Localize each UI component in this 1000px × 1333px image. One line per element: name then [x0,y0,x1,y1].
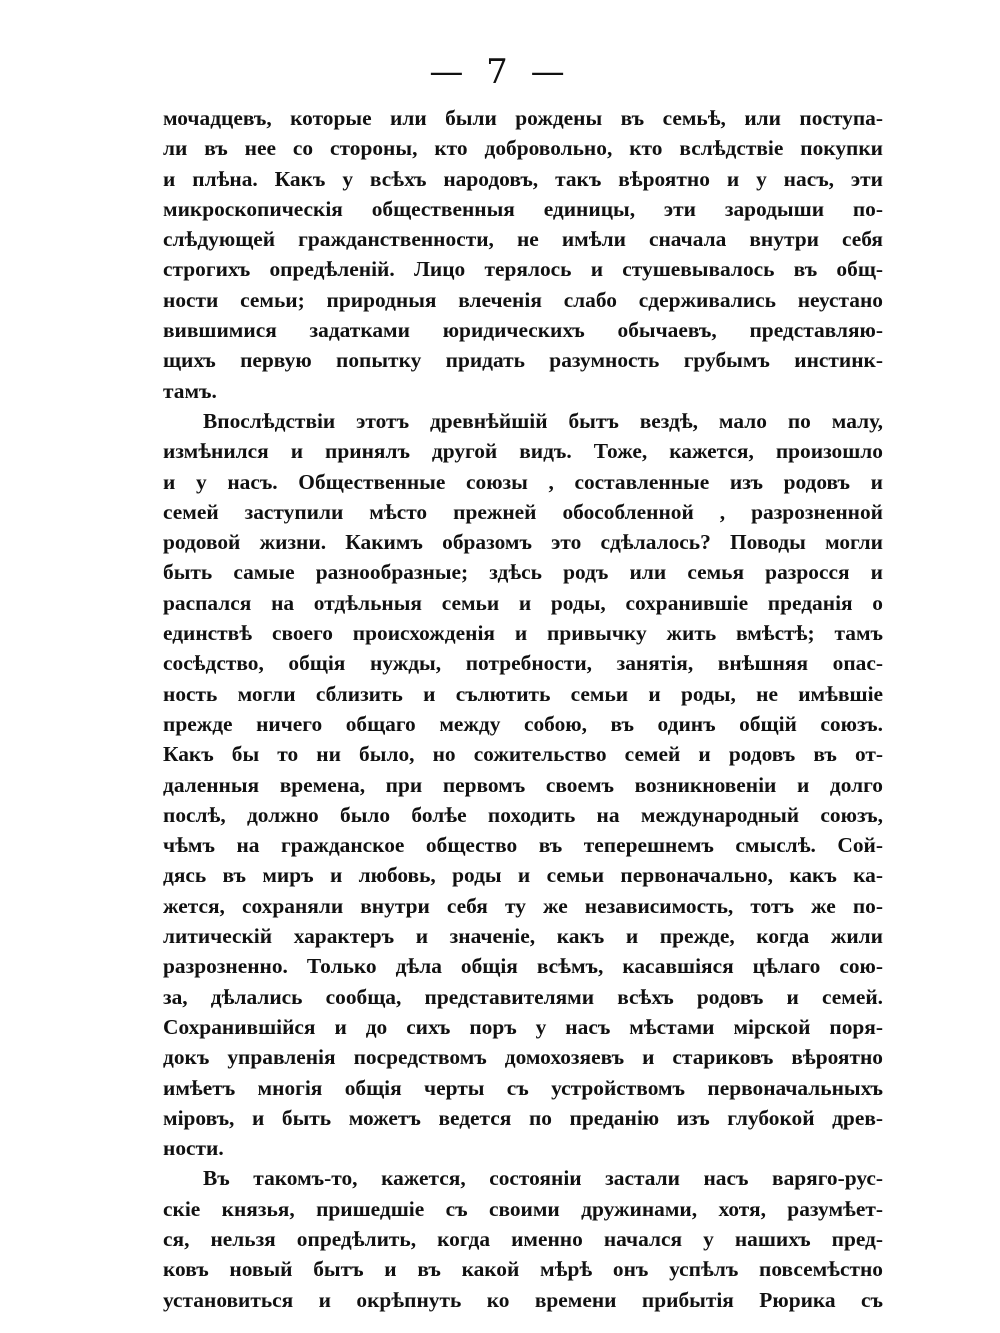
page-number: — 7 — [429,52,571,92]
text-line: сосѣдство, общія нужды, потребности, занятія, внѣшняя опас- [163,651,883,676]
text-line: вившимися задатками юридическихъ обычаевъ, представляю- [163,318,883,343]
text-line: міровъ, и быть можетъ ведется по преданію изъ глубокой древ- [163,1105,883,1130]
text-line: ности семьи; природныя влеченія слабо сдерживались неустано [163,287,883,312]
text-line: микроскопическія общественныя единицы, эти зародыши по- [163,196,883,221]
text-line: послѣ, должно было болѣе походить на международный союзъ, [163,802,883,827]
text-line: Въ такомъ-то, кажется, состояніи застали насъ варяго-рус- [203,1166,883,1191]
text-line: даленныя времена, при первомъ своемъ возникновеніи и долго [163,772,883,797]
text-line: и плѣна. Какъ у всѣхъ народовъ, такъ вѣроятно и у насъ, эти [163,166,883,191]
text-line: за, дѣлались сообща, представителями всѣхъ родовъ и семей. [163,984,883,1009]
text-line: установиться и окрѣпнуть ко времени прибытія Рюрика съ [163,1287,883,1312]
text-line: Сохранившійся и до сихъ поръ у насъ мѣстами мірской поря- [163,1014,883,1039]
text-line: ся, нельзя опредѣлить, когда именно начался у нашихъ пред- [163,1226,883,1251]
text-line: слѣдующей гражданственности, не имѣли сначала внутри себя [163,227,883,252]
text-line: дясь въ миръ и любовь, роды и семьи первоначально, какъ ка- [163,863,883,888]
text-line: семей заступили мѣсто прежней обособленной , разрозненной [163,499,883,524]
text-line: щихъ первую попытку придать разумность грубымъ инстинк- [163,348,883,373]
text-line: распался на отдѣльныя семьи и роды, сохранившіе преданія о [163,590,883,615]
text-line: разрозненно. Только дѣла общія всѣмъ, касавшіяся цѣлаго сою- [163,954,883,979]
text-line: докъ управленія посредствомъ домохозяевъ и стариковъ вѣроятно [163,1045,883,1070]
text-line: жется, сохраняли внутри себя ту же независимость, тотъ же по- [163,893,883,918]
text-line: имѣетъ многія общія черты съ устройствомъ первоначальныхъ [163,1075,883,1100]
text-line: родовой жизни. Какимъ образомъ это сдѣлалось? Поводы могли [163,530,883,555]
text-line: прежде ничего общаго между собою, въ одинъ общій союзъ. [163,711,883,736]
text-line: единствѣ своего происхожденія и привычку жить вмѣстѣ; тамъ [163,621,883,646]
text-line: быть самые разнообразные; здѣсь родъ или семья разросся и [163,560,883,585]
text-line: Впослѣдствіи этотъ древнѣйшій бытъ вездѣ, мало по малу, [203,408,883,433]
text-line: литическій характеръ и значеніе, какъ и прежде, когда жили [163,924,883,949]
body-text [163,103,883,1315]
text-line: строгихъ опредѣленій. Лицо терялось и стушевывалось въ общ- [163,257,883,282]
text-line: ности. [163,1136,224,1161]
text-line: тамъ. [163,378,217,403]
text-line: чѣмъ на гражданское общество въ теперешнемъ смыслѣ. Сой- [163,833,883,858]
text-line: ность могли сблизить и сълютить семьи и роды, не имѣвшіе [163,681,883,706]
text-line: ковъ новый бытъ и въ какой мѣрѣ онъ успѣлъ повсемѣстно [163,1257,883,1282]
text-line: и у насъ. Общественные союзы , составленные изъ родовъ и [163,469,883,494]
text-line: измѣнился и принялъ другой видъ. Тоже, кажется, произошло [163,439,883,464]
text-line: Какъ бы то ни было, но сожительство семей и родовъ въ от- [163,742,883,767]
text-line: скіе князья, пришедшіе съ своими дружинами, хотя, разумѣет- [163,1196,883,1221]
text-line: ли въ нее со стороны, кто добровольно, кто вслѣдствіе покупки [163,136,883,161]
text-line: мочадцевъ, которые или были рождены въ семьѣ, или поступа- [163,106,883,130]
